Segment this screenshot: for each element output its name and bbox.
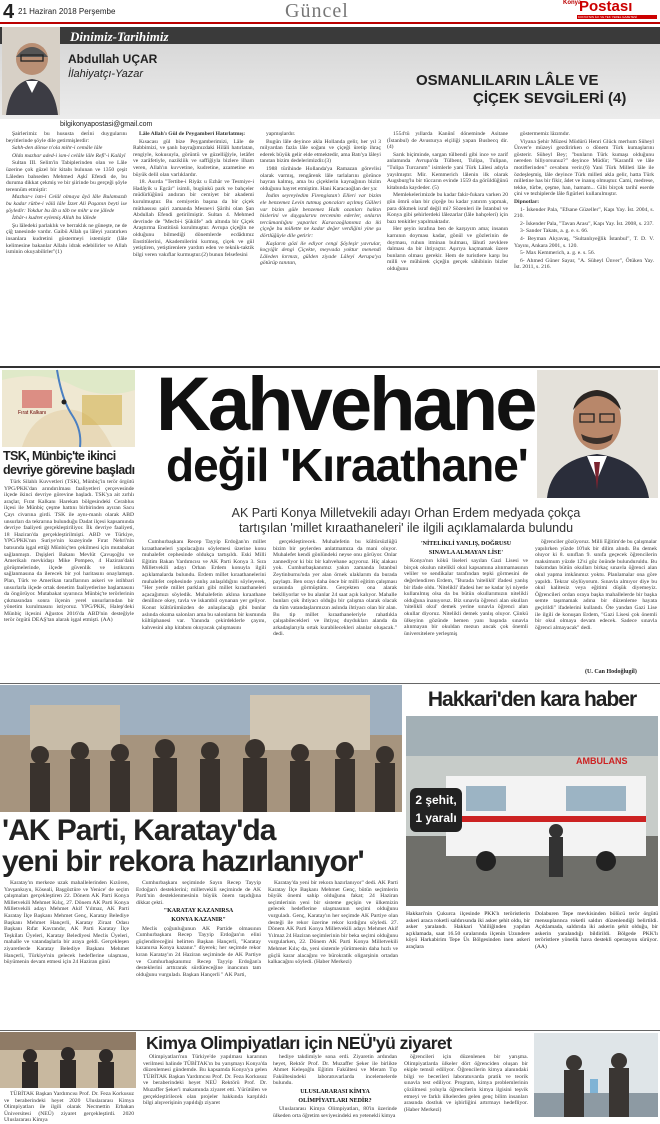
logo-text: Postası xyxy=(579,0,633,15)
tsk-headline-1: TSK, Münbiç'te ikinci xyxy=(3,449,116,463)
kahve-text-1: Cumhurbaşkanı Recep Tayyip Erdoğan'ın millet kıraathaneleri yapılacağını söylemesi üzerine konu muhalefet cephesinde oldukça tartışıldı. Eski Milli Eğitim Bakan Yardımcısı ve AK Parti Konya 3. Sıra Milletvekili adayı Orhan Erdem konuyla ilgili açıklamalarda bulundu. Erdem millet kıraathanelerini muhalefet cephesinde yanlış anlaşıldığını söyleyerek, "Her yerde millet parkları gibi millet kıraathaneleri açacağımızı söyledik. Muhalefetin aklına kıraathane denilince okey, tavla ve iskambil oynanan yer geliyor. Konut kültürümüzden de anlaşılacağı gibi bunlar aslında okuma salonları ama bu salonların bir kısmında kültüphanesi var. Yanında çekirdeklerle çayını, kahvesini alıp kitabını okuyacak çalışmasını xyxy=(142,539,266,631)
tubitak-photo xyxy=(0,1032,136,1088)
author-role: İlahiyatçı-Yazar xyxy=(68,68,143,80)
tsk-headline-2: devriye görevine başladı xyxy=(3,463,135,477)
karatay-text-1: Karatay'ın merkeze uzak mahallelerinden Kızören, Yavşankuyu, Köseali, Başgöztüre ve Yenice' de seçim çalışmaları gerçekleştiren 22. Dönem AK Parti Konya Milletvekili Mehmet Kılıç, 27. Dönem AK Parti Konya Milletvekili adayı Mehmet Akif Yılmaz, AK Parti Karatay İlçe Başkanı Mehmet Genç, Karatay Belediye Başkanı Mehmet Hançerli, Karatay Ziraat Odası Başkanı Rıfat Kavrandır, AK Parti Karatay İlçe Teşkilatı Üyeleri, Karatay Belediyesi Meclis Üyeleri, mahalle ve vatandaşlarla bir araya geldi. Gerçekleşen ziyaretlerde Karatay Belediye Başkanı Mehmet Hançerli, Türkiye'nin gelecek hedeflerine ulaşması, büyümenin devam etmesi için 24 Haziran günü xyxy=(4,880,129,966)
author-photo xyxy=(2,27,60,115)
kahve-text-2: gerçekleştirecek. Muhalefetin bu kültürsüzlüğü bizim bir şeylerden anlatmamıza da mani oluyor. Muhalefet kendi gönlündeki neyse onu görüyor. Onlar zannediyor ki biz bir kahvehane açıyoruz. Hiç alakası yok. Cumhurbaşkanımız yakın zamanda İstanbul Zeytinburnu'nda yer alan örnek ulaklarım da burada paylaştı. Ben orayı daha önce bir milli eğitim çalışması sırasında görmüştüm. Gerçekten ona alarak beklliyorlar ve bu alanlar 24 saat açık kalıyor. Mahalle bunları çok ihtiyacı olduğu bir çalışma olarak olacak da tüm vatandaşlarımızın aslında ihtiyacı olan bir alan. Bu tip millet kıraathaneleriyle rahatlıkla çalışabilecekleri ve ihtiyaç duydukları alanda da arkadaşlarıyla ortak kurabilecekleri alanlar oluşacak." dedi. xyxy=(273,539,397,638)
column-text-3: yapmışlardır. Bugün lâle deyince akla Hollanda gelir, her yıl 3 milyardan fazla lâle soğanı ve çiçeği üretip ihraç ederek büyük gelir elde etmektedir, ama Batı'ya lâleyi tanıtan bizim dedelerimizdir.(3) 1988 türihinde Hollanda'ya Ramazan görevlisi olarak varmış, rengârenk lâle tarlalarını görünce hayran kalmış, ama bu çiçeklerin kaynağının bizim olduğunu hayret etmiştim. Hani Karacaoğlan der ya: İndim seyreyledim Firengistan'ı Elleri var bizim ele benzemez Levin tutmuş goncaları açılmış Gülleri var bizim güle benzemez Halk ozanları halkın hislerini ve duygularını tercemim ederler, onların tercümanlığını yaparlar. Karacaoğlanımız da iki çiçeğe bu millette ne kadar değer verdiğini yine şu dörtlüğüyle dile getirir: Kaşların gözi ile ediyor cengi Şöyleşir yavrular, koçyiğit dengi Çiçekte, meyvada yoktur menendi Lâleden kırmızı, gülden ziyade Lâleyi Avrupa'ya götürüp tanıtan, xyxy=(260,131,381,267)
casualty-badge-line-1: 2 şehit, xyxy=(415,793,457,807)
divider xyxy=(0,683,660,684)
newspaper-logo xyxy=(563,0,659,22)
tubitak-text-3: hediye takdimiyle sona erdi. Ziyaretin ardından heyet, Rektör Prof. Dr. Muzaffer Şeker ile birlikte Ahmet Keleşoğlu Eğitim Fakültesi ve Meram Tıp Fakültesindeki laboratuvarlarda incelemelerde bulundu. ULUSLARARASI KİMYA OLİMPİYATLARI NEDİR? Uluslararası Kimya Olimpiyatları, 80'in üzerinde ülkeden orta öğretim seviyesindeki en yetenekli kimya xyxy=(273,1054,397,1119)
tubitak-subhead-1: ULUSLARARASI KİMYA xyxy=(300,1088,370,1095)
column-text-4: 1554'tü yıllarda Kanûnî döneminde Asitane (İstanbul) de Avusturya elçiliği yapan Busbecq dir. (4) Sarık biçiminde, sargan tülbendi gibi ince ve zarif anlamında Avrupa'da Tülbent, Tulipa, Tulipan, "Tulipa Turcarum" isimlerle yani Türk Lâlesi adıyla yayılmıştır. Mir. Kemmerich lâlenin ilk olarak Augsburg'lu bir tüccarın evinde 1559 da görüldüğünü kitabında kaydeder. (5) Memlekelerimizde bu kadar fakir-fukara varken 20 gün ömrü olan bir çiçeğe bu kadar yatırım yapmak, para dökmek israf değil mi? Sözenleri ile İstanbul ve Konya gibi şehirlerdeki lâlezarlar (lâle bahçeleri) için bazı tenkitler yapılmaktadır. Her şeyin israfına ben de karşıyım ama; insanın karnının doyması kadar, gönül ve gözlerinin de doyması, ruhun itminan bulması, lâhutî zevklere dalması da bir ihtiyaçtır. Aşırıya kaçmamak üzere bunların olması gerekir. Hem de turistlere karşı bu milli ve mühürek çiçeğin gerçek sâhibinin bizler olduğunu xyxy=(387,131,508,272)
orhan-erdem-photo xyxy=(537,370,658,498)
kahve-credit: (U. Can Hodoğlugil) xyxy=(585,669,637,675)
tubitak-text-2: Olimpiyatları'nın Türkiye'de yapılması kararının verilmesi halinde TÜBİTAK'ın bu yarışmayı Konya'da düzenlemesi gündemde. Bu kapsamda Konya'ya gelen TÜBİTAK Başkan Yardımcısı Prof. Dr. Feza Korkusuz ve beraberindeki heyet NEÜ Rektörü Prof. Dr. Muzaffer Şeker'i makamında ziyaret etti. Yürütülen ve gerçekleştirilecek olan projeler hakkında karşılıklı bilgi alışverişinin yapıldığı ziyaret xyxy=(143,1054,267,1107)
ambulance-text: AMBULANS xyxy=(576,756,628,766)
karatay-headline-2: yeni bir rekora hazırlanıyor' xyxy=(2,845,364,878)
karatay-subhead-1: "KARATAY KAZANIRSA xyxy=(163,908,234,915)
column-heading-2: ÇİÇEK SEVGİLERİ (4) xyxy=(473,90,627,107)
kahve-headline-1: Kahvehane xyxy=(156,362,535,447)
logo-small-text: Konya xyxy=(563,0,582,6)
kahve-deck-1: AK Parti Konya Milletvekili adayı Orhan Erdem medyada çokça xyxy=(231,506,581,520)
author-name: Abdullah UÇAR xyxy=(68,52,158,66)
casualty-badge xyxy=(410,788,462,832)
map-image xyxy=(2,370,135,447)
kahve-headline-2: değil 'Kıraathane' xyxy=(166,439,528,491)
karatay-text-3: Karatay'da yeni bir rekora hazırlanıyor" dedi. AK Parti Karatay İlçe Başkanı Mehmet Genç, bütün seçimlerin büyük önemi sahip olduğunu fakat; 24 Haziran seçimlerinin yeni bir sisteme geçişin ve ülkemizin gelecek hedeflerine ulaşmasının seçimi olduğunu vurguladı. Genç, Karatay'ın her seçimde AK Partiye olan desteği ile rekor üzerine rekor kırdığını söyledi. 27. Dönem AK Parti Konya Milletvekili adayı Mehmet Akif Yılmaz 24 Haziran seçimlerinin bir beka seçimi olduğunu vurgularken, 22. Dönem AK Parti Konya Milletvekili Mehmet Kılıç da, yeni sistemle yürütmenin daha hızlı ve güçlü karar alacağını ve bürokratik oligarşinin ortadan kalkacağını söyledi. (Haber Merkezi) xyxy=(268,880,398,966)
column-banner xyxy=(0,27,660,44)
divider xyxy=(0,1030,660,1031)
column-text-1: Şairlerimiz bu hususta deri̇ni duygularını beyitlerinde şöyle dile getirmişlerdir: Sahh-den dönse n'ola mihr-i cemâle lâle Olda mazhar aded-i ism-i celâle lâle Refî'-i Kalâyî Sultan III. Selim'in Tabiplerinden olan ve Lâle üzerine çok güzel bir kitabı bulunan ve 1350 çeşit Lâleden bahseden Mehmed Aşkî Efendi de, bu duruma dikkat çekmiş ve bir şiirinde bu gerçeği şöyle terennüm etmiştir: Mazhar-ı ism-i Celâl olmaya âyâ lâle Bulamazdı bu kadar rütbe-i vâlâ lâle İzzet Ali Paşanın beyti ise şöyledir: Yokdur bu âb u tâb ne mihr u ne jâlede İzhâr-ı kudret eylemiş Allah bu lâlede Şu lâledeki parlaklık ve berraklık ne güneşte, ne de çiğ tanesinde vardır. Gaibü Allah şu lâleyi yaratırken insanlara kudretini göstermeyi istemiştir (lâle kelimesine bakanlar Allahı idrak edebilirler ve Allah isminin okuyabilirler"(1) xyxy=(6,131,127,256)
tubitak-headline: Kimya Olimpiyatları için NEÜ'yü ziyaret xyxy=(146,1033,452,1053)
karatay-photo xyxy=(0,685,402,812)
column-heading-1: OSMANLILARIN LÂLE VE xyxy=(416,72,599,89)
karatay-headline-1: 'AK Parti, Karatay'da xyxy=(2,814,276,847)
hakkari-caption-2: Dolaburen Tepe mevkisinden bölücü terör örgütü mensuplarınca roketli saldırı düzenlendiği belirtildi. Açıklamada, saldırıda iki askerin şehit olduğu, bir askerin yaralandığı bildirildi. Bölgede PKK'lı teröristlere yönelik hava destekli operasyon sürüyor. (AA) xyxy=(535,911,658,950)
section-title: Güncel xyxy=(285,0,349,22)
tubitak-text-4: öğrencileri için düzenlenen bir yarışma. Olimpiyatlarda ülkeler dört öğrenciden oluşan bir ekiple temsil ediliyor. Öğrencilerin kimya alanındaki bilgi ve becerileri laboratuvarda pratik ve teorik sınavla test ediliyor. Program, kimya problemlerinin çözülmesi yoluyla öğrencilerin kimya ilgisini teşvik etmeyi ve farklı ülkelerden gelen genç bilim insanları arasında dostluk ve işbirliğini artırmayı hedefliyor. (Haber Merkezi) xyxy=(404,1054,528,1113)
karatay-subhead-2: KONYA KAZANIR" xyxy=(171,916,226,923)
karatay-text-2: Cumhurbaşkanı seçiminde Sayın Recep Tayyip Erdoğan'ı desteklerini; milletvekili seçiminde de AK Parti'nin desteklenmesinin büyük önem taşıdığına dikkat çekti. "KARATAY KAZANIRSA KONYA KAZANIR" Meclis çoğunluğunun AK Partide olmasının Cumhurbaşkanı Recep Tayyip Erdoğan'ın elini güçlendireceğini belirten Başkan Hançerli, "Karatay kazanırsa Konya kazanır." diyerek; her seçimde rekor kıran Karatay'ın 24 Haziran seçiminde de AK Partiye ve Cumhurbaşkanımız Recep Tayyip Erdoğan'a desteklerini arttırarak sürdüreceğine inancının tam olduğunu vurguladı. Başkan Hançerli " AK Parti, xyxy=(136,880,261,978)
column-title: Dinimiz-Tarihimiz xyxy=(70,29,169,44)
kahve-deck-2: tartışılan 'millet kıraathaneleri' ile ilgili açıklamalarda bulundu xyxy=(238,521,574,535)
hakkari-caption-1: Hakkari'nin Çukurca ilçesinde PKK'lı teröristlerin askeri araca roketli saldırısında iki asker şehit oldu, bir asker yaralandı. Hakkari Valiliğinden yapılan açıklamada, saat 16.50 sıralarında ilçenin Uzundere köyü Harkabirim Tepe Üs Bölgesinden inen askeri araçlara xyxy=(406,911,530,950)
kahve-text-4: öğrenciler gözüyoruz. Milli Eğitim'de bu çalışmalar yapılırken yüzde 10'luk bir dilim alındı. Bu demek oluyor ki 8. sınıflan 9. sınıfa geçecek öğrencilerin maksimum yüzde 12'si göz önünde bulunduruldu. Bu bakımdan bütün okulları birkaç sınavla öğrenci alan okul yapma imkânımız yoktu. Planlamalar ona göre yapıldı. Tekrar söylüyorum. Sınavla almıyor diye bu okul kalitesiz veya eğitimi düşük diyemeyiz. Öğrencileri ordan oraya başka mahallelerde bir başka semte taşımamak adına bir düzenleme hayata geçirildi" ifadelerini kullandı. Öte yandan Gazi Lise ile ilgili de konuşan Erdem, "Gazi Lisesi çok önemli bir okul olmaya devam edecek. Sadece sınavla öğrenci almayacak" dedi. xyxy=(535,539,657,631)
kahve-subhead-2: SINAVLA ALMAYAN LİSE' xyxy=(428,549,504,556)
hakkari-photo xyxy=(406,716,658,906)
kahve-subhead-1: 'NİTELİKLİ YANLIŞ, DOĞRUSU xyxy=(420,541,512,547)
casualty-badge-line-2: 1 yaralı xyxy=(415,811,457,825)
page-header xyxy=(0,0,660,24)
issue-date: 21 Haziran 2018 Perşembe xyxy=(18,7,116,16)
logo-strip: KONYA'NIN İLK VE TEK YEREL GAZETESİ xyxy=(577,15,657,19)
kahve-text-3: 'NİTELİKLİ YANLIŞ, DOĞRUSU SINAVLA ALMAYAN LİSE' Konya'nın kökü liseleri sayılan Gazi Lisesi ve birçok okulun nitelikli okul kapsamına alınmamasının veliler ve sendikalar tarafından tepki görmesini de değerlendiren Erdem, "Burada 'nitelikli' ifadesi yanlış bir ifade oldu. 'Nitelikli' ifadesi her ne kadar iyi niyetle kullanılmış olsa da bu bütün okullarımızın nitelikli olduğuna inanıyoruz. Biz sınavla öğrenci alan okulları 'nitelikli okul' demek yerine sınavla öğrenci alan okullar diyoruz. Nitelikli demek yanlış oluyor. Çünkü ülkeyinn gözünde hemen yanı başında sınavla alınmayan bir okuldan mezun ancak çok önemli üniversitelere yerleşmiş xyxy=(404,541,528,637)
column-text-2: Lâle Allah'ı Gül de Peygamberi Hatırlatmış: Kısacası gül bize Peygamberimizi, Lâle de Rabbimizi, ve şanlı bayrağımızdaki Hilâli hatırlatan, rengiyle, kokusuyla, görüntü ve güzelliğiyle, letâfet ve zarâfetiyle, nazikliik ve saffiğiyla bizlere ilham veren, Allah'ın kuvvetine, kudretine, azametine en büyük delil olan varlıklardır. 18. Asırda "Tertibe-i Riyâz u Ezhâr ve Tesmiye-i Hadâyik u Egcâr" isimli, bugünkü park ve bahçeler müdürlüğünü andıran bir cemiyet bir akademi kurulmuştur. Bu cemiyetin başına da bir çiçek müthassısı şairi zamanda Mesnevi Şârihi olan Şan Abdullah Efendi getirilmiştir. Sultan 4. Mehmed devrinde de "Mecbi-i Şükûfe" adı altında bir Çiçek Araştırma Enstitüsü kurulmuştur. Avrupa çiçeğin ne olduğunu bilmediği dönemlerde ecdâdımız Enstitülerini, Akademilerini kurmuş, çiçek ve gül yetiştiren, yetiştirenlere yardım eden ve teknik-taktik bilgi veren vakıflar kurmuştur.(2) bunun felsefesini xyxy=(133,131,254,258)
hakkari-headline: Hakkari'den kara haber xyxy=(427,688,637,711)
tubitak-text-1: TÜBİTAK Başkan Yardımcısı Prof. Dr. Feza Korkusuz ve beraberindeki heyet 2020 Uluslararası Kimya Olimpiyatları ile ilgili olarak Necmettin Erbakan Üniversitesi (NEÜ) ziyaret gerçekleştirdi. 2020 Uluslararası Kimya xyxy=(4,1091,134,1124)
author-email[interactable]: bilgikonyapostasi@gmail.com xyxy=(60,121,153,128)
tsk-body: Türk Silahlı Kuvvetleri (TSK), Münbiç'in terör örgütü YPG/PKK'dan arındırılması faaliyetleri çerçevesinde ilçede ikinci devriye görevine başladı. TSK'ya ait zırhlı araçlar, Fırat Kalkanı Harekatı bölgesindeki Cerablus ilçesi ile Münbiç çeşme hattını birbirinden ayıran Sacu Çayı civarına girdi. TSK ile aynı-manlı olarak ABD unsurları da tekrarına bulunduğu Dadat ilçesi kapsamında devriye faaliyeti gerçekleştiriliyor. İlk devriye faaliyeti, 18 Haziran'da gerçekleştirilmişti. ABD ve Türkiye, YPG/PKK'nın Suriye'nin kuzeyinde Fırat Nehri'nin batısında işgal ettiği Münbiç'ten çekilmesi için mutabakat sağlanmıştı. Dışişleri Bakanı Mevlüt Çavuşoğlu ve Amerikalı mevkidaşı Mike Pompeo, 4 Haziran'daki görüşmelerinde, ilçede güvenlik ve istikrarın sağlanmasına da ilerecek bir yol haritasını onaylamıştı. Plan, Türk ve Amerikan taraflarının askeri ve istihbari unsurlarla ilçede ortak denetim faaliyetlerine başlamasını da öngörüyor. Mutabakat uyarınca Münbiç'te terörlerinin çıkmasından sonra ilçenin yerel unsurlarından bir yönetim kurulmasını istiyoruz. YPG/PKK, Halep'deki Münbiç ilçesini Ağustos 2016'da ABD'nin desteğiyle terör örgütü DEAŞ'tan alarak işgal etmişti. (AA) xyxy=(4,479,134,624)
chemistry-photo xyxy=(534,1033,658,1117)
tubitak-subhead-2: OLİMPİYATLARI NEDİR? xyxy=(298,1097,372,1104)
map-label: Fırat Kalkanı xyxy=(18,410,47,416)
column-text-5: göstermemiz lâzımdır. Viyana Şehir Müzesi Müdürü Henri Glück merhum Süheyl Ünver'e müzeyi gezdirirken o dönem Türk kumaşlarını gösterir. Süheyl Bey; "bunların Türk kumaşı olduğunu nereden biliyorsunuz?" deyince Müdür; "Karanfil ve lâle motiflerinden" cevabını verir.(6) Yani Türk Milleti lâle ile özdeşleşmiş, lâle deyince Türk milleti akla gelir, hatta Türk milletine has bir fikir, âdet ve inanış olmuştur. Cami, medrese, tekke, türbe, çeşme, han, hamam... Gibi birçok tarihî eserde çini ve tezhiplerde lâle figürleri kullanılmıştır. Dipnotlar: 1- İskender Pala, "Efsane Güzeller", Kapı Yay. İst. 2004, s. 210. 2- İskender Pala, "Tavan Arası", Kapı Yay. İst. 2008, s. 237. 3- Sander Takats, a. g. e. s. 66. 4- Beyman Akyavaş, "Sultanlıyeğlik İstanbul", T. D. V. Yayını, Ankara 2001, s. 120. 5- Max Kemmerich, a. g. e. s. 56. 6- Ahmed Güner Sayar, "A. Süheyl Ünver", Ötüken Yay. İst. 2011, s. 216. xyxy=(514,131,654,271)
page-number: 4 xyxy=(3,1,15,23)
